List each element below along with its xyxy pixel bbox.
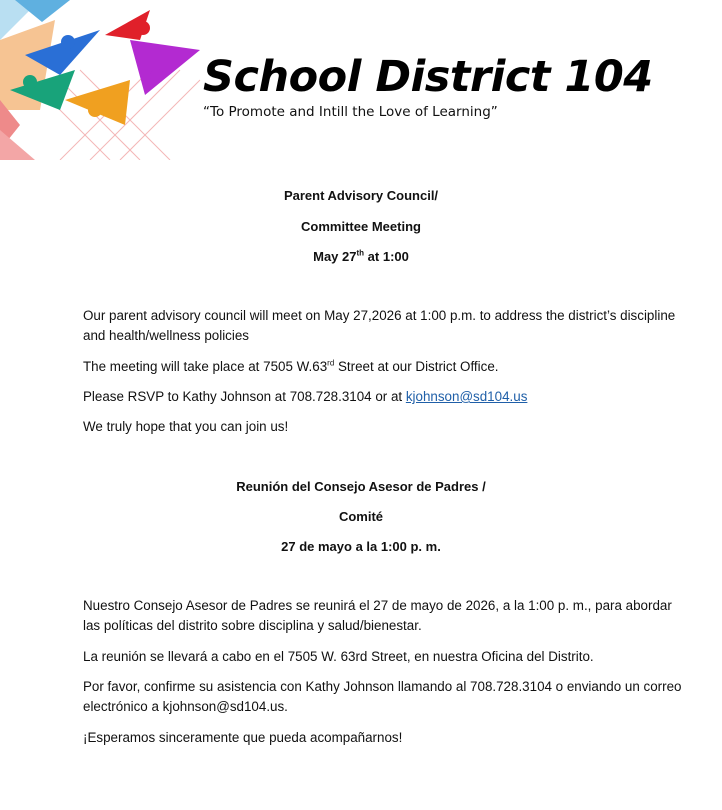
english-paragraph-3 (83, 387, 683, 407)
district-tagline: “To Promote and Intill the Love of Learning” (203, 104, 498, 120)
spanish-heading-line1: Reunión del Consejo Asesor de Padres / (236, 479, 486, 494)
english-rsvp-text: Please RSVP to Kathy Johnson at 708.728.3104 or at (83, 389, 406, 404)
english-paragraph-2 (83, 357, 683, 377)
english-address-suffix: rd (327, 358, 335, 368)
english-paragraph-4: We truly hope that you can join us! (83, 419, 289, 434)
district-logo (0, 0, 215, 160)
english-address-location: Street at our District Office. (334, 359, 499, 374)
email-link[interactable]: kjohnson@sd104.us (405, 389, 528, 404)
district-name: School District 104 (203, 52, 653, 102)
spanish-paragraph-1: Nuestro Consejo Asesor de Padres se reunirá el 27 de mayo de 2026, a la 1:00 p. m., para abordar las políticas del distrito sobre disciplina y salud/bienestar. (83, 598, 672, 633)
spanish-paragraph-4: ¡Esperamos sinceramente que pueda acompañarnos! (83, 730, 403, 745)
spanish-meeting-date: 27 de mayo a la 1:00 p. m. (281, 539, 441, 554)
spanish-heading-line2: Comité (338, 509, 384, 524)
spanish-paragraph-3: Por favor, confirme su asistencia con Kathy Johnson llamando al 708.728.3104 o enviando un correo electrónico a kjohnson@sd104.us. (83, 679, 682, 714)
english-date-suffix: th (356, 248, 365, 258)
english-date-text: May 27 (313, 249, 357, 264)
english-date-time: at 1:00 (364, 249, 409, 264)
english-address-text: The meeting will take place at 7505 W.63 (83, 359, 328, 374)
spanish-paragraph-2: La reunión se llevará a cabo en el 7505 W. 63rd Street, en nuestra Oficina del Distrito. (83, 649, 594, 664)
english-meeting-date (0, 249, 722, 264)
english-heading-line2: Committee Meeting (301, 219, 421, 234)
english-paragraph-1: Our parent advisory council will meet on May 27,2026 at 1:00 p.m. to address the district’s discipline and health/wellness policies (83, 308, 676, 343)
english-heading-line1: Parent Advisory Council/ (283, 188, 439, 203)
